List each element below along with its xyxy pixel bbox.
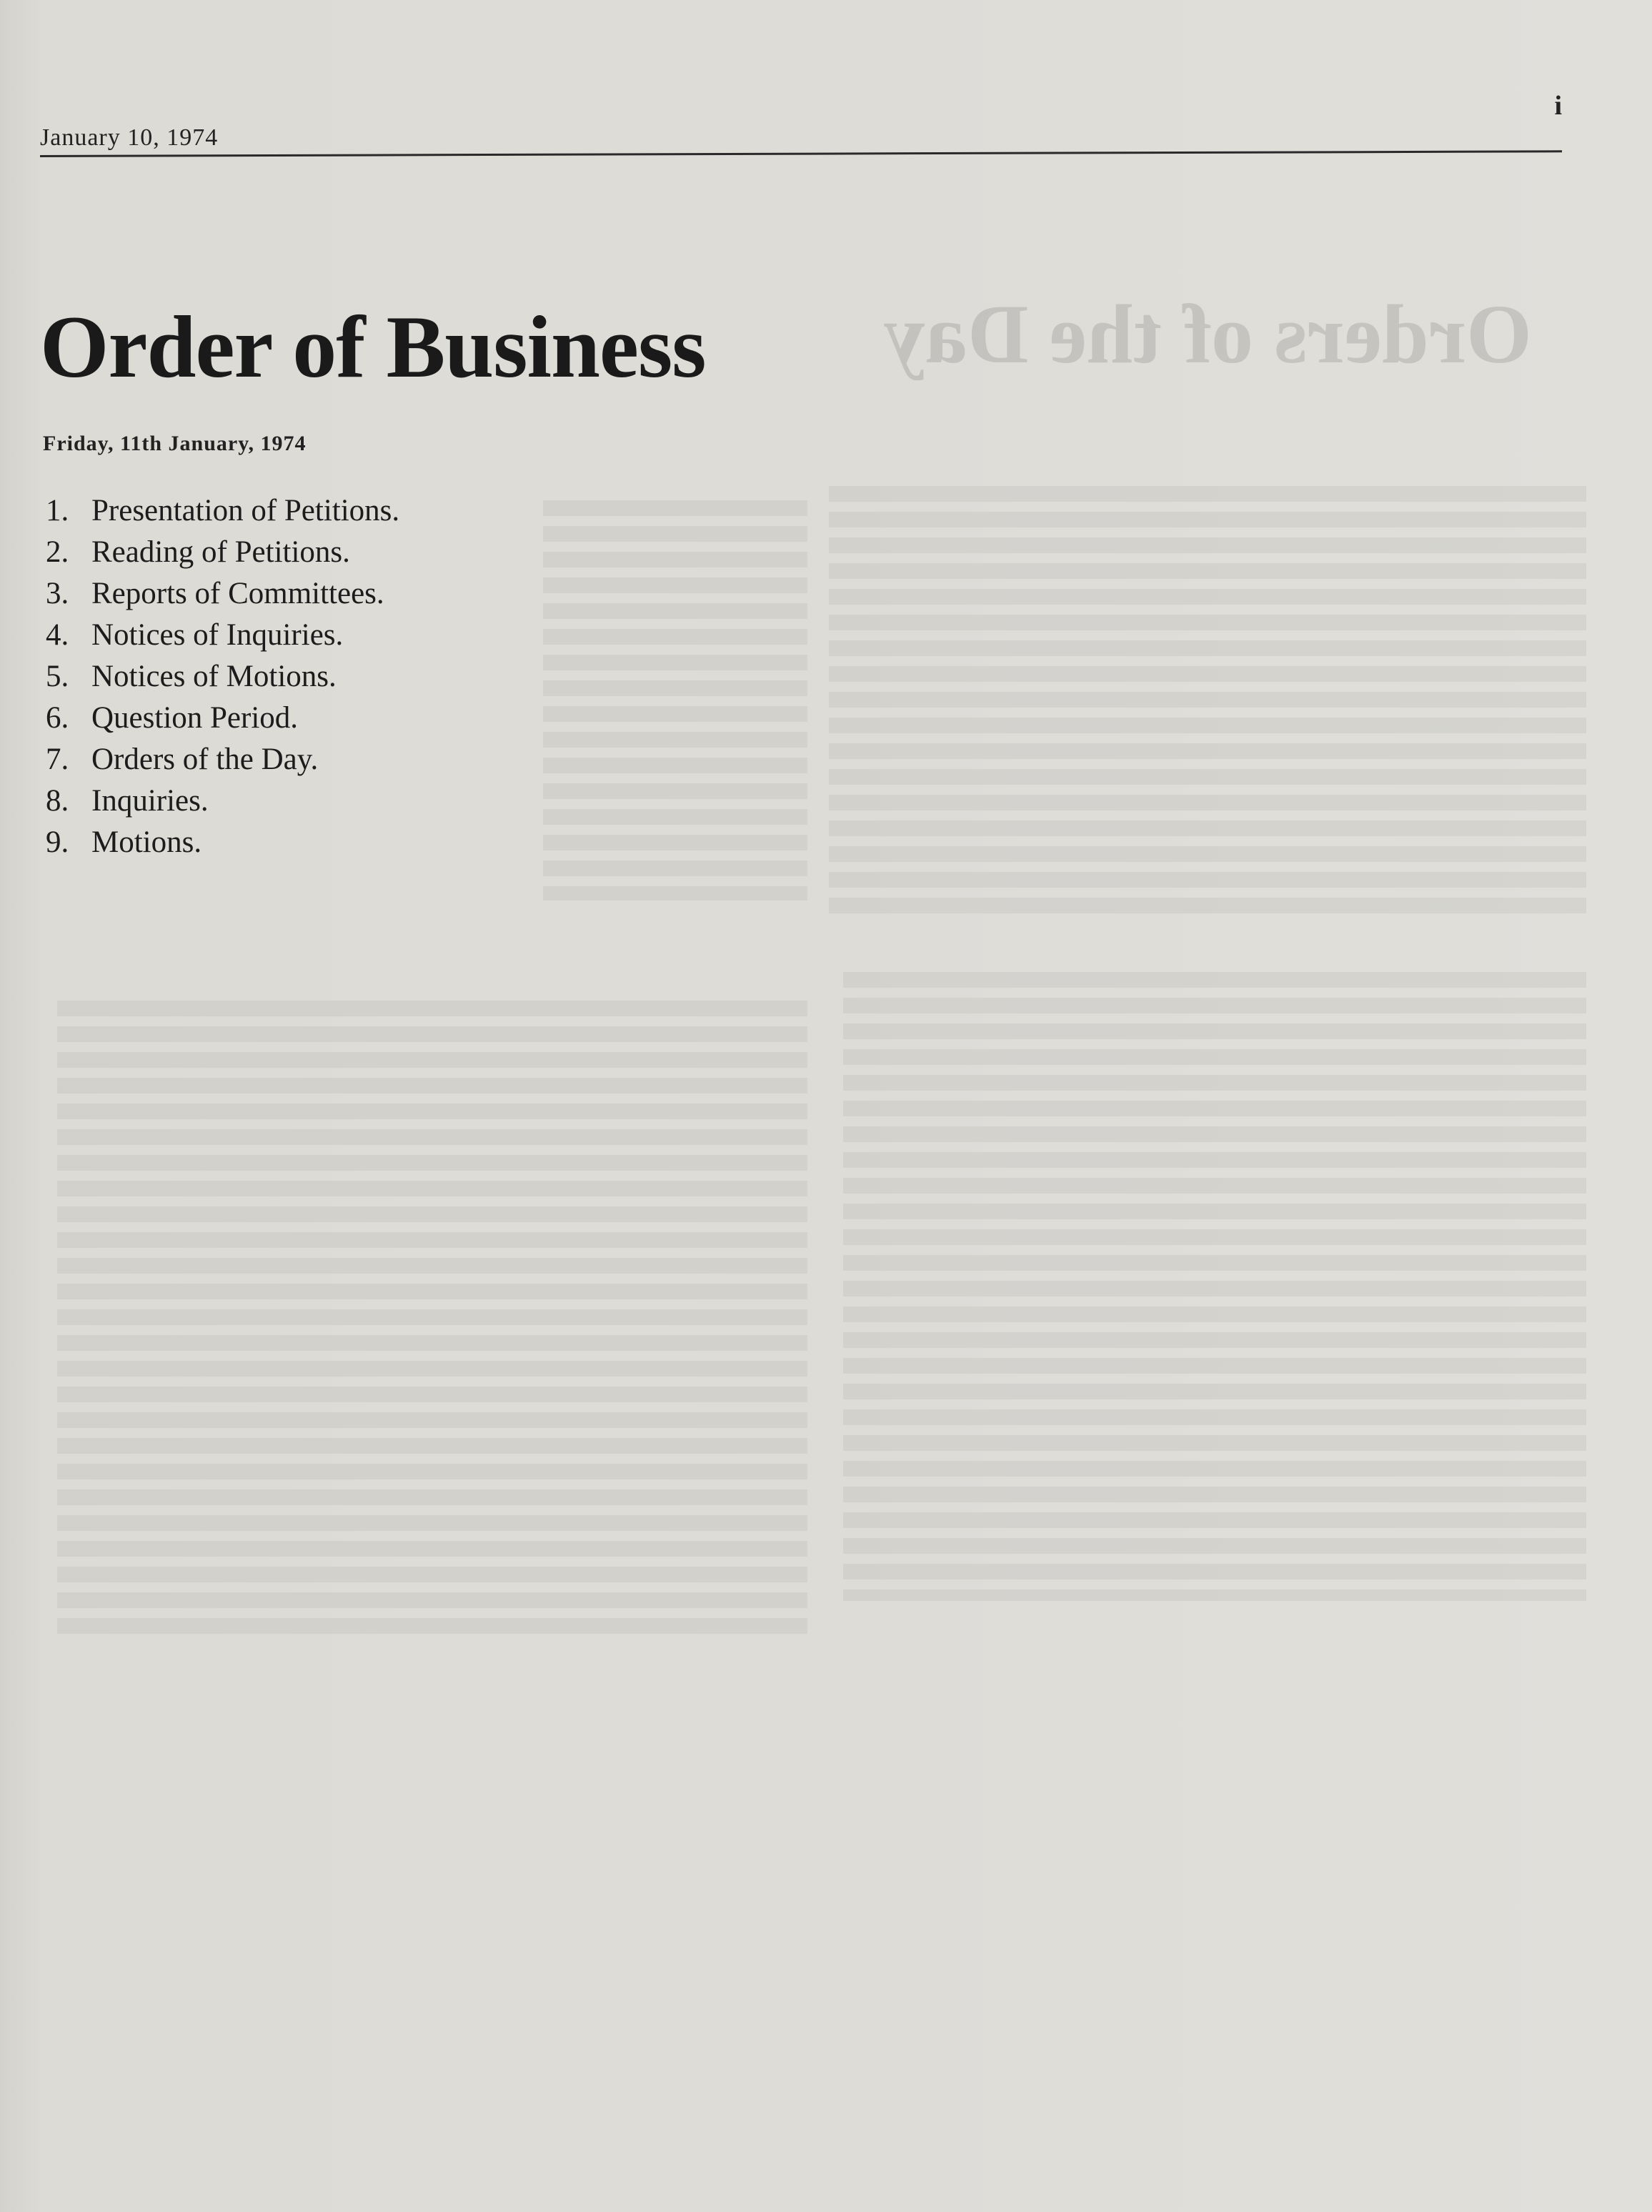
session-date: Friday, 11th January, 1974 <box>43 432 307 455</box>
agenda-item-number: 7. <box>46 743 69 776</box>
show-through-text-right-lower <box>843 972 1586 1601</box>
show-through-text-left-lower <box>57 1001 807 1644</box>
agenda-item-label: Inquiries. <box>91 784 209 818</box>
page-number: i <box>1554 91 1562 121</box>
agenda-item-number: 8. <box>46 784 69 818</box>
agenda-item-label: Reports of Committees. <box>91 577 384 610</box>
agenda-item <box>46 615 399 656</box>
agenda-item-number: 1. <box>46 494 69 527</box>
agenda-item <box>46 739 399 780</box>
agenda-item-label: Motions. <box>91 825 202 859</box>
show-through-text-right-upper <box>829 486 1586 915</box>
header-rule <box>40 150 1562 157</box>
agenda-item-label: Orders of the Day. <box>91 743 319 776</box>
page-header <box>40 91 1562 157</box>
agenda-item-number: 6. <box>46 701 69 735</box>
agenda-item-label: Notices of Inquiries. <box>91 618 344 652</box>
page-title: Order of Business <box>40 298 706 396</box>
agenda-item-number: 2. <box>46 535 69 569</box>
agenda-item <box>46 532 399 573</box>
header-date: January 10, 1974 <box>40 124 219 151</box>
agenda-item-number: 5. <box>46 660 69 693</box>
agenda-item <box>46 780 399 822</box>
agenda-item <box>46 822 399 863</box>
agenda-item-number: 4. <box>46 618 69 652</box>
agenda-item-label: Notices of Motions. <box>91 660 337 693</box>
agenda-item <box>46 698 399 739</box>
agenda-item <box>46 573 399 615</box>
order-of-business-list <box>46 490 399 863</box>
show-through-text-left-upper <box>543 500 807 901</box>
agenda-item-number: 9. <box>46 825 69 859</box>
agenda-item <box>46 490 399 532</box>
agenda-item-label: Reading of Petitions. <box>91 535 350 569</box>
agenda-item-label: Question Period. <box>91 701 299 735</box>
agenda-item <box>46 656 399 698</box>
agenda-item-number: 3. <box>46 577 69 610</box>
show-through-title: Orders of the Day <box>883 287 1532 381</box>
agenda-item-label: Presentation of Petitions. <box>91 494 400 527</box>
